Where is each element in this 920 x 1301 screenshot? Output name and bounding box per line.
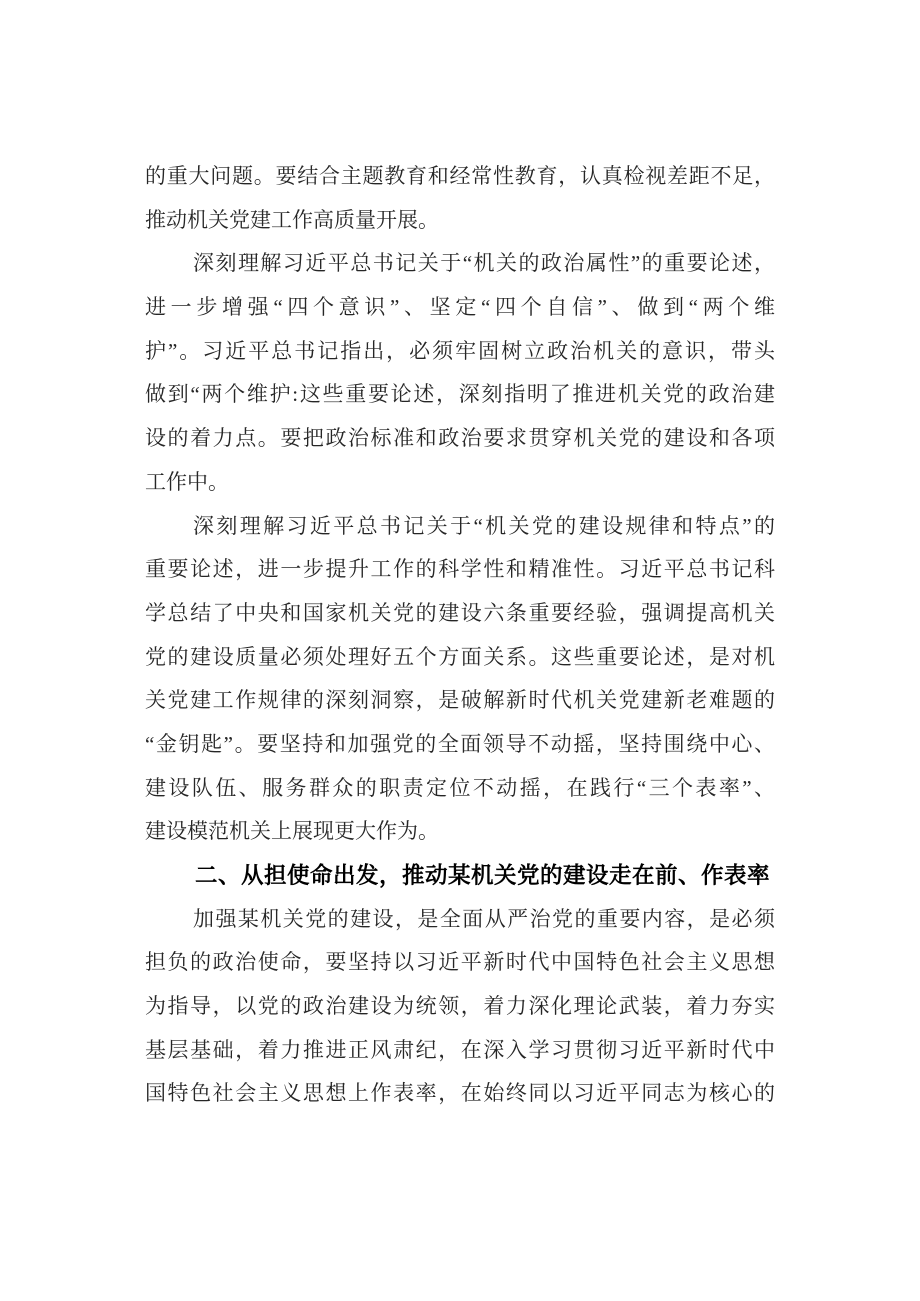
text-line: 的重大问题。要结合主题教育和经常性教育，认真检视差距不足，	[145, 164, 775, 188]
text-block	[145, 155, 775, 1116]
text-line: 做到“两个维护:这些重要论述，深刻指明了推进机关党的政治建	[145, 382, 775, 407]
text-line: 学总结了中央和国家机关党的建设六条重要经验，强调提高机关	[145, 600, 775, 625]
text-line: “金钥匙”。要坚持和加强党的全面领导不动摇，坚持围绕中心、	[145, 731, 775, 756]
text-line: 担负的政治使命，要坚持以习近平新时代中国特色社会主义思想	[145, 950, 775, 975]
text-line: 建设队伍、服务群众的职责定位不动摇，在践行“三个表率”、	[145, 775, 775, 800]
text-line: 加强某机关党的建设，是全面从严治党的重要内容，是必须	[193, 906, 775, 931]
text-line: 国特色社会主义思想上作表率，在始终同以习近平同志为核心的	[145, 1081, 775, 1106]
text-line: 工作中。	[145, 469, 229, 494]
text-line: 基层基础，着力推进正风肃纪，在深入学习贯彻习近平新时代中	[145, 1037, 775, 1062]
text-line: 推动机关党建工作高质量开展。	[145, 207, 439, 232]
text-line: 进一步增强“四个意识”、坚定“四个自信”、做到“两个维	[145, 295, 775, 320]
text-line: 建设模范机关上展现更大作为。	[145, 819, 439, 844]
text-line: 为指导，以党的政治建设为统领，着力深化理论武装，着力夯实	[145, 994, 775, 1019]
text-line: 深刻理解习近平总书记关于“机关党的建设规律和特点”的	[193, 513, 775, 538]
text-line: 设的着力点。要把政治标准和政治要求贯穿机关党的建设和各项	[145, 426, 775, 451]
text-line: 关党建工作规律的深刻洞察，是破解新时代机关党建新老难题的	[145, 688, 775, 713]
text-line: 护”。习近平总书记指出，必须牢固树立政治机关的意识，带头	[145, 338, 775, 363]
text-line: 党的建设质量必须处理好五个方面关系。这些重要论述，是对机	[145, 644, 775, 669]
text-line: 深刻理解习近平总书记关于“机关的政治属性”的重要论述，	[193, 251, 775, 276]
text-line: 重要论述，进一步提升工作的科学性和精准性。习近平总书记科	[145, 557, 775, 582]
section-heading: 二、从担使命出发，推动某机关党的建设走在前、作表率	[195, 863, 771, 888]
